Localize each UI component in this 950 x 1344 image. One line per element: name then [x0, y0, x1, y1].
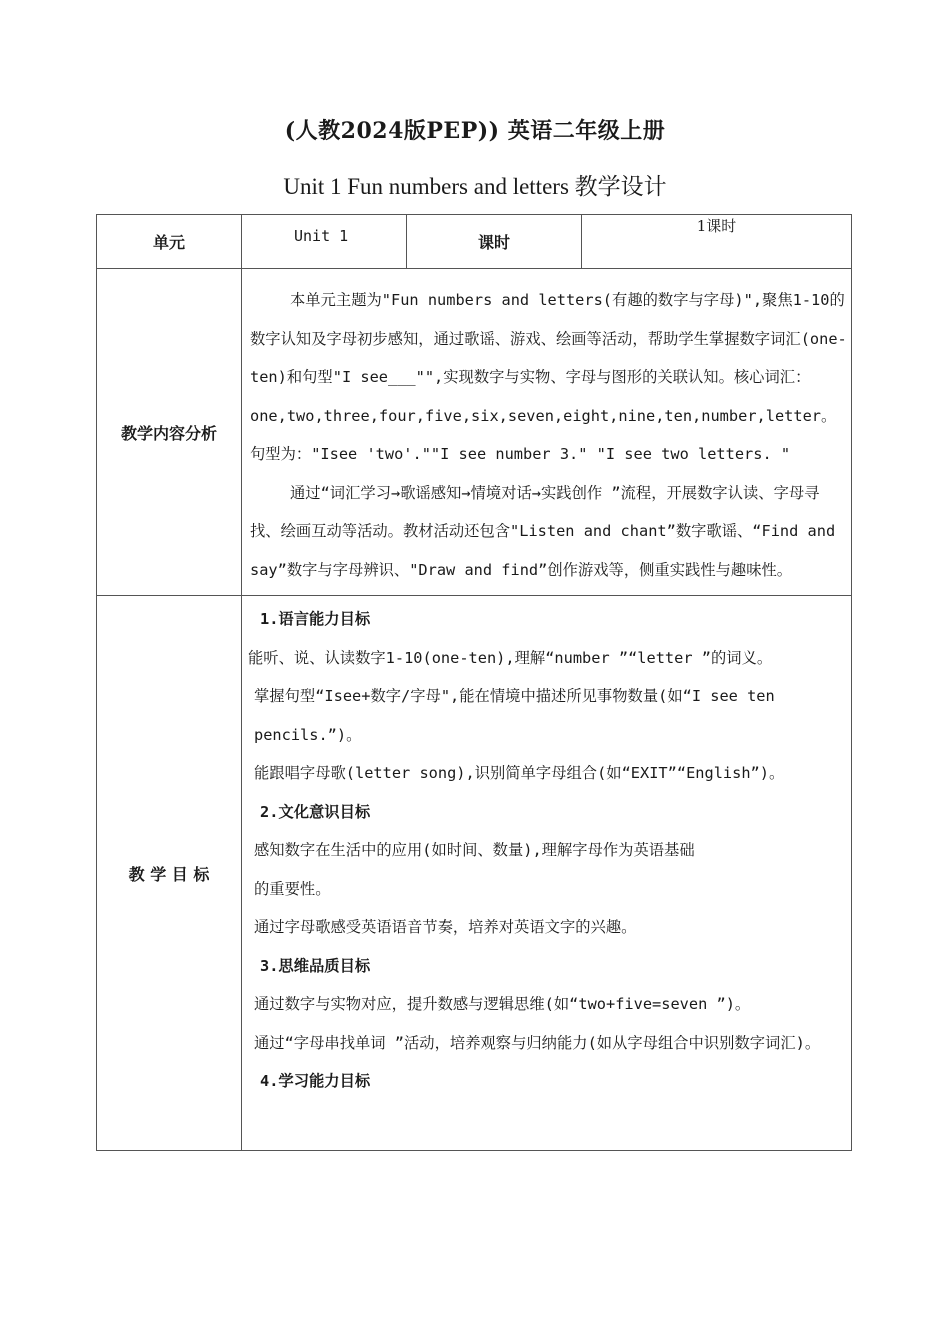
- unit-label: 单元: [97, 215, 242, 269]
- goal-line: 掌握句型“Isee+数字/字母",能在情境中描述所见事物数量(如“I see ten pencils.”)。: [254, 687, 775, 744]
- goal-line: 能听、说、认读数字1-10(one-ten),理解“number ”“letter ”的词义。: [248, 648, 773, 667]
- analysis-content: [242, 269, 852, 596]
- goal-heading: 3.思维品质目标: [260, 956, 371, 975]
- goals-row: [97, 596, 852, 1151]
- period-label: 课时: [407, 215, 582, 269]
- goal-line: 感知数字在生活中的应用(如时间、数量),理解字母作为英语基础: [254, 841, 695, 859]
- goals-label: 教 学 目 标: [97, 596, 242, 1151]
- analysis-row: [97, 269, 852, 596]
- document-title: (人教2024版PEP)) 英语二年级上册: [284, 118, 666, 144]
- analysis-label: 教学内容分析: [97, 269, 242, 596]
- goal-heading: 2.文化意识目标: [260, 802, 371, 821]
- goal-line: 通过“字母串找单词 ”活动，培养观察与归纳能力(如从字母组合中识别数字词汇)。: [254, 1033, 821, 1052]
- goal-line: 通过数字与实物对应，提升数感与逻辑思维(如“two+five=seven ”)。: [254, 995, 751, 1013]
- goal-line: 通过字母歌感受英语语音节奏，培养对英语文字的兴趣。: [254, 918, 637, 936]
- goal-heading: 4.学习能力目标: [260, 1072, 371, 1090]
- analysis-paragraph: 通过“词汇学习→歌谣感知→情境对话→实践创作 ”流程，开展数字认读、字母寻找、绘画互动等活动。教材活动还包含"Listen and chant”数字歌谣、“Find and say”数字与字母辨识、"Draw and find”创作游戏等，侧重实践性与趣味性。: [250, 483, 836, 579]
- document-subtitle: Unit 1 Fun numbers and letters 教学设计: [283, 174, 667, 199]
- goals-content: [242, 596, 852, 1151]
- lesson-design-table: [96, 214, 852, 1151]
- header-row: [97, 215, 852, 269]
- unit-value: Unit 1: [242, 215, 407, 269]
- goal-heading: 1.语言能力目标: [260, 610, 371, 628]
- goal-line: 能跟唱字母歌(letter song),识别简单字母组合(如“EXIT”“English”)。: [254, 764, 785, 782]
- goal-line: 的重要性。: [254, 879, 331, 898]
- period-value: 1课时: [582, 215, 852, 269]
- analysis-paragraph: 本单元主题为"Fun numbers and letters(有趣的数字与字母)",聚焦1-10的数字认知及字母初步感知，通过歌谣、游戏、绘画等活动，帮助学生掌握数字词汇(one-ten)和句型"I see___"",实现数字与实物、字母与图形的关联认知。核心词汇：one,two,three,four,five,six,seven,eight,nine,ten,number,letter。句型为："Isee 'two'.""I see number 3." "I see two letters. ": [250, 291, 847, 463]
